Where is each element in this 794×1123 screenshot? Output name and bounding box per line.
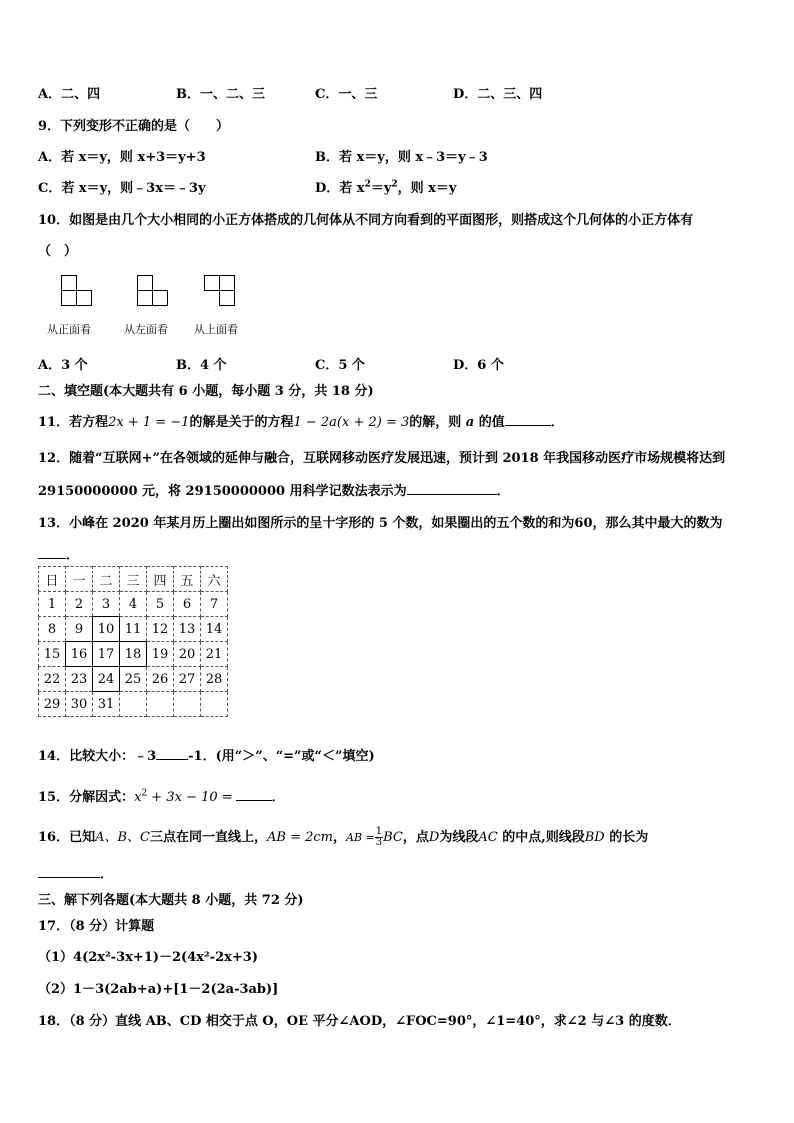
- calendar-day: 17: [93, 642, 120, 667]
- calendar-weekday: 二: [93, 567, 120, 592]
- calendar-day: 15: [39, 642, 66, 667]
- q15: 15．分解因式：$x^2 + 3x - 10$ = ．: [38, 788, 285, 805]
- calendar-day: [147, 692, 174, 717]
- q10-stem: 10．如图是由几个大小相同的小正方体搭成的几何体从不同方向看到的平面图形，则搭成这个几何体的小正方体有: [38, 213, 694, 228]
- front-view-label: 从正面看: [47, 323, 91, 336]
- q17-stem: 17．（8 分）计算题: [38, 919, 155, 934]
- section-2-heading: 二、填空题(本大题共有 6 小题，每小题 3 分，共 18 分): [38, 384, 374, 399]
- q8-option-a: A．二、四: [38, 87, 101, 102]
- calendar-day: 12: [147, 617, 174, 642]
- calendar-header-row: [39, 567, 228, 592]
- calendar-weekday: 四: [147, 567, 174, 592]
- calendar-day: 14: [201, 617, 228, 642]
- q16-answer-line: ．: [38, 863, 113, 882]
- q17-part1: （1）4(2x²-3x+1)－2(4x²-2x+3): [38, 950, 258, 965]
- calendar-day: 5: [147, 592, 174, 617]
- calendar-day: 31: [93, 692, 120, 717]
- calendar-day: [201, 692, 228, 717]
- calendar-week-row: [39, 642, 228, 667]
- q18-stem: 18．（8 分）直线 AB、CD 相交于点 O，OE 平分∠AOD，∠FOC=90°，∠1=40°，求∠2 与∠3 的度数．: [38, 1014, 681, 1029]
- calendar-week-row: [39, 617, 228, 642]
- calendar-day: 21: [201, 642, 228, 667]
- q16: 16．已知A、B、C三点在同一直线上，AB = 2cm，AB = $\frac{1}{3}$ BC，点D为线段AC 的中点,则线段BD 的长为: [38, 826, 649, 848]
- q9-option-b: B．若 x＝y，则 x﹣3＝y﹣3: [315, 150, 488, 165]
- q8-option-d: D．二、三、四: [453, 87, 543, 102]
- calendar-week-row: [39, 667, 228, 692]
- calendar-day: 27: [174, 667, 201, 692]
- q10-option-b: B．4 个: [176, 358, 227, 373]
- section-3-heading: 三、解下列各题(本大题共 8 小题，共 72 分): [38, 893, 304, 908]
- q10-stem-paren: （ ）: [38, 244, 78, 259]
- calendar-day: [120, 692, 147, 717]
- calendar-day: 6: [174, 592, 201, 617]
- q9-option-d: D．若 $x^2=y^2$，则 x＝y: [315, 179, 457, 196]
- q10-option-c: C．5 个: [315, 358, 365, 373]
- calendar-day: 23: [66, 667, 93, 692]
- calendar-day: 29: [39, 692, 66, 717]
- calendar-day: 19: [147, 642, 174, 667]
- q10-option-a: A．3 个: [38, 358, 88, 373]
- calendar-day: 24: [93, 667, 120, 692]
- calendar-weekday: 日: [39, 567, 66, 592]
- calendar-day: 18: [120, 642, 147, 667]
- calendar-week-row: [39, 592, 228, 617]
- calendar-day: 1: [39, 592, 66, 617]
- calendar-day: 13: [174, 617, 201, 642]
- q12-line1: 12．随着“互联网+”在各领域的延伸与融合，互联网移动医疗发展迅速，预计到 2018 年我国移动医疗市场规模将达到: [38, 451, 726, 466]
- q17-part2: （2）1－3(2ab+a)+[1－2(2a-3ab)]: [38, 982, 279, 997]
- calendar-day: 22: [39, 667, 66, 692]
- left-view-label: 从左面看: [124, 323, 168, 336]
- calendar-day: 25: [120, 667, 147, 692]
- q13-line1: 13．小峰在 2020 年某月历上圈出如图所示的呈十字形的 5 个数，如果圈出的五个数的和为60，那么其中最大的数为: [38, 516, 723, 531]
- calendar-day: 4: [120, 592, 147, 617]
- q8-option-c: C．一、三: [315, 87, 378, 102]
- calendar-day: 7: [201, 592, 228, 617]
- calendar-day: 3: [93, 592, 120, 617]
- q14: 14．比较大小：﹣3 -1．(用“＞”、“=”或“＜”填空): [38, 749, 375, 764]
- calendar-day: 9: [66, 617, 93, 642]
- calendar-day: 28: [201, 667, 228, 692]
- q9-stem: 9．下列变形不正确的是（ ）: [38, 119, 230, 134]
- calendar-weekday: 一: [66, 567, 93, 592]
- calendar-day: 26: [147, 667, 174, 692]
- calendar-weekday: 五: [174, 567, 201, 592]
- top-view-label: 从上面看: [194, 323, 238, 336]
- calendar-day: 8: [39, 617, 66, 642]
- calendar-table: [38, 566, 228, 717]
- q13-answer-line: ．: [38, 544, 79, 563]
- q10-option-d: D．6 个: [453, 358, 504, 373]
- calendar-weekday: 三: [120, 567, 147, 592]
- calendar-day: 10: [93, 617, 120, 642]
- q12-line2: 29150000000 元，将 29150000000 用科学记数法表示为 ．: [38, 484, 510, 499]
- q9-option-c: C．若 x＝y，则﹣3x＝﹣3y: [38, 181, 206, 196]
- calendar-day: 16: [66, 642, 93, 667]
- calendar-day: 30: [66, 692, 93, 717]
- calendar-day: 2: [66, 592, 93, 617]
- calendar-day: [174, 692, 201, 717]
- q9-option-a: A．若 x＝y，则 x+3＝y+3: [38, 150, 206, 165]
- q11: 11．若方程2x + 1 = −1的解是关于的方程1 − 2a(x + 2) = 3的解，则 a 的值 ．: [38, 415, 564, 430]
- calendar-week-row: [39, 692, 228, 717]
- q8-option-b: B．一、二、三: [176, 87, 265, 102]
- calendar-weekday: 六: [201, 567, 228, 592]
- calendar-day: 11: [120, 617, 147, 642]
- calendar-day: 20: [174, 642, 201, 667]
